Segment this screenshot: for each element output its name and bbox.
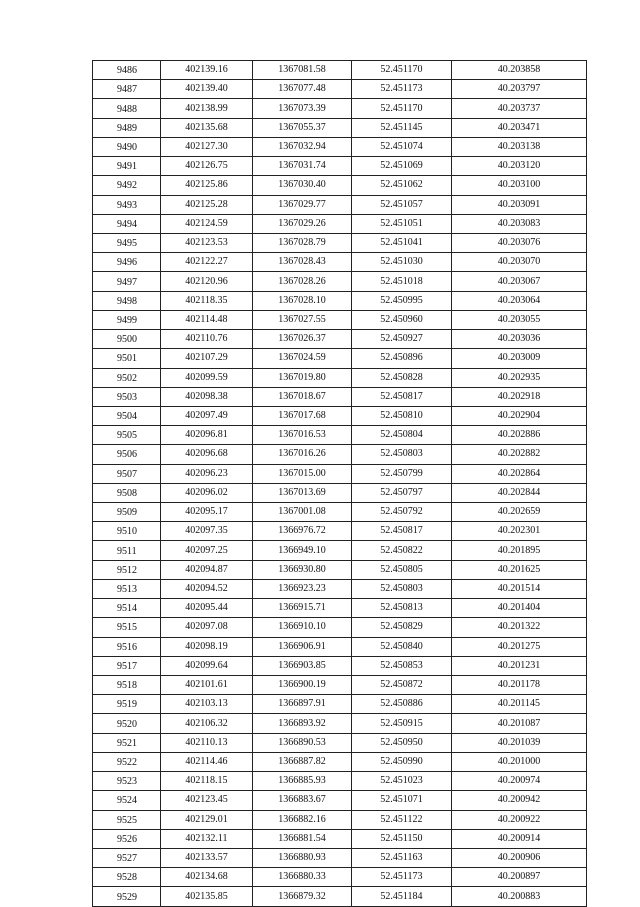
longitude-cell: 40.201404 [452, 599, 587, 618]
point-id-cell: 9492 [93, 176, 161, 195]
table-row [93, 483, 587, 502]
point-id-cell: 9523 [93, 772, 161, 791]
longitude-cell: 40.202301 [452, 522, 587, 541]
latitude-cell: 52.451170 [352, 61, 452, 80]
y-coordinate-cell: 1366976.72 [253, 522, 352, 541]
latitude-cell: 52.450805 [352, 560, 452, 579]
x-coordinate-cell: 402098.38 [161, 387, 253, 406]
longitude-cell: 40.203055 [452, 310, 587, 329]
y-coordinate-cell: 1366880.93 [253, 848, 352, 867]
latitude-cell: 52.450990 [352, 752, 452, 771]
x-coordinate-cell: 402094.52 [161, 579, 253, 598]
longitude-cell: 40.203076 [452, 233, 587, 252]
longitude-cell: 40.201039 [452, 733, 587, 752]
longitude-cell: 40.201895 [452, 541, 587, 560]
y-coordinate-cell: 1366887.82 [253, 752, 352, 771]
point-id-cell: 9508 [93, 483, 161, 502]
longitude-cell: 40.200914 [452, 829, 587, 848]
x-coordinate-cell: 402125.28 [161, 195, 253, 214]
latitude-cell: 52.451122 [352, 810, 452, 829]
latitude-cell: 52.451150 [352, 829, 452, 848]
latitude-cell: 52.450960 [352, 310, 452, 329]
x-coordinate-cell: 402095.17 [161, 503, 253, 522]
y-coordinate-cell: 1367029.26 [253, 214, 352, 233]
point-id-cell: 9500 [93, 330, 161, 349]
x-coordinate-cell: 402139.40 [161, 80, 253, 99]
x-coordinate-cell: 402125.86 [161, 176, 253, 195]
latitude-cell: 52.450853 [352, 656, 452, 675]
x-coordinate-cell: 402096.68 [161, 445, 253, 464]
y-coordinate-cell: 1367028.10 [253, 291, 352, 310]
longitude-cell: 40.203858 [452, 61, 587, 80]
latitude-cell: 52.451071 [352, 791, 452, 810]
point-id-cell: 9517 [93, 656, 161, 675]
latitude-cell: 52.451057 [352, 195, 452, 214]
latitude-cell: 52.451030 [352, 253, 452, 272]
y-coordinate-cell: 1366890.53 [253, 733, 352, 752]
y-coordinate-cell: 1367030.40 [253, 176, 352, 195]
latitude-cell: 52.451074 [352, 137, 452, 156]
x-coordinate-cell: 402124.59 [161, 214, 253, 233]
x-coordinate-cell: 402097.49 [161, 406, 253, 425]
y-coordinate-cell: 1366897.91 [253, 695, 352, 714]
y-coordinate-cell: 1367017.68 [253, 406, 352, 425]
table-row [93, 637, 587, 656]
latitude-cell: 52.451184 [352, 887, 452, 906]
longitude-cell: 40.203120 [452, 157, 587, 176]
y-coordinate-cell: 1367016.53 [253, 426, 352, 445]
x-coordinate-cell: 402101.61 [161, 676, 253, 695]
point-id-cell: 9514 [93, 599, 161, 618]
point-id-cell: 9490 [93, 137, 161, 156]
point-id-cell: 9511 [93, 541, 161, 560]
table-row [93, 695, 587, 714]
x-coordinate-cell: 402095.44 [161, 599, 253, 618]
y-coordinate-cell: 1367015.00 [253, 464, 352, 483]
table-row [93, 176, 587, 195]
x-coordinate-cell: 402123.53 [161, 233, 253, 252]
latitude-cell: 52.450817 [352, 387, 452, 406]
y-coordinate-cell: 1367027.55 [253, 310, 352, 329]
y-coordinate-cell: 1367024.59 [253, 349, 352, 368]
x-coordinate-cell: 402107.29 [161, 349, 253, 368]
table-row [93, 868, 587, 887]
x-coordinate-cell: 402114.46 [161, 752, 253, 771]
point-id-cell: 9503 [93, 387, 161, 406]
longitude-cell: 40.203064 [452, 291, 587, 310]
point-id-cell: 9491 [93, 157, 161, 176]
x-coordinate-cell: 402135.85 [161, 887, 253, 906]
table-row [93, 426, 587, 445]
point-id-cell: 9493 [93, 195, 161, 214]
longitude-cell: 40.202882 [452, 445, 587, 464]
y-coordinate-cell: 1366949.10 [253, 541, 352, 560]
point-id-cell: 9525 [93, 810, 161, 829]
table-row [93, 752, 587, 771]
y-coordinate-cell: 1366906.91 [253, 637, 352, 656]
x-coordinate-cell: 402126.75 [161, 157, 253, 176]
table-row [93, 618, 587, 637]
x-coordinate-cell: 402127.30 [161, 137, 253, 156]
y-coordinate-cell: 1367028.43 [253, 253, 352, 272]
table-row [93, 445, 587, 464]
table-body [93, 61, 587, 907]
x-coordinate-cell: 402094.87 [161, 560, 253, 579]
y-coordinate-cell: 1367018.67 [253, 387, 352, 406]
point-id-cell: 9521 [93, 733, 161, 752]
longitude-cell: 40.202918 [452, 387, 587, 406]
latitude-cell: 52.450872 [352, 676, 452, 695]
y-coordinate-cell: 1366903.85 [253, 656, 352, 675]
y-coordinate-cell: 1367073.39 [253, 99, 352, 118]
longitude-cell: 40.203067 [452, 272, 587, 291]
point-id-cell: 9505 [93, 426, 161, 445]
point-id-cell: 9512 [93, 560, 161, 579]
x-coordinate-cell: 402129.01 [161, 810, 253, 829]
y-coordinate-cell: 1367028.26 [253, 272, 352, 291]
x-coordinate-cell: 402096.02 [161, 483, 253, 502]
latitude-cell: 52.450915 [352, 714, 452, 733]
table-row [93, 253, 587, 272]
point-id-cell: 9513 [93, 579, 161, 598]
longitude-cell: 40.201087 [452, 714, 587, 733]
point-id-cell: 9489 [93, 118, 161, 137]
y-coordinate-cell: 1366883.67 [253, 791, 352, 810]
longitude-cell: 40.200942 [452, 791, 587, 810]
point-id-cell: 9515 [93, 618, 161, 637]
table-row [93, 522, 587, 541]
y-coordinate-cell: 1367016.26 [253, 445, 352, 464]
latitude-cell: 52.450803 [352, 579, 452, 598]
x-coordinate-cell: 402110.76 [161, 330, 253, 349]
latitude-cell: 52.450927 [352, 330, 452, 349]
latitude-cell: 52.450840 [352, 637, 452, 656]
point-id-cell: 9487 [93, 80, 161, 99]
y-coordinate-cell: 1367031.74 [253, 157, 352, 176]
table-row [93, 579, 587, 598]
latitude-cell: 52.450797 [352, 483, 452, 502]
point-id-cell: 9496 [93, 253, 161, 272]
table-row [93, 848, 587, 867]
point-id-cell: 9528 [93, 868, 161, 887]
table-row [93, 560, 587, 579]
longitude-cell: 40.201231 [452, 656, 587, 675]
longitude-cell: 40.202844 [452, 483, 587, 502]
y-coordinate-cell: 1367019.80 [253, 368, 352, 387]
y-coordinate-cell: 1366893.92 [253, 714, 352, 733]
table-row [93, 887, 587, 906]
y-coordinate-cell: 1367013.69 [253, 483, 352, 502]
table-row [93, 214, 587, 233]
point-id-cell: 9526 [93, 829, 161, 848]
y-coordinate-cell: 1366885.93 [253, 772, 352, 791]
longitude-cell: 40.200922 [452, 810, 587, 829]
point-id-cell: 9486 [93, 61, 161, 80]
longitude-cell: 40.202886 [452, 426, 587, 445]
x-coordinate-cell: 402132.11 [161, 829, 253, 848]
longitude-cell: 40.201514 [452, 579, 587, 598]
table-row [93, 272, 587, 291]
longitude-cell: 40.203737 [452, 99, 587, 118]
longitude-cell: 40.201145 [452, 695, 587, 714]
latitude-cell: 52.451163 [352, 848, 452, 867]
x-coordinate-cell: 402097.08 [161, 618, 253, 637]
x-coordinate-cell: 402134.68 [161, 868, 253, 887]
latitude-cell: 52.450803 [352, 445, 452, 464]
point-id-cell: 9501 [93, 349, 161, 368]
point-id-cell: 9494 [93, 214, 161, 233]
latitude-cell: 52.451051 [352, 214, 452, 233]
x-coordinate-cell: 402118.35 [161, 291, 253, 310]
latitude-cell: 52.451145 [352, 118, 452, 137]
y-coordinate-cell: 1367026.37 [253, 330, 352, 349]
table-row [93, 368, 587, 387]
table-row [93, 233, 587, 252]
point-id-cell: 9524 [93, 791, 161, 810]
table-row [93, 99, 587, 118]
longitude-cell: 40.200883 [452, 887, 587, 906]
latitude-cell: 52.450896 [352, 349, 452, 368]
table-row [93, 195, 587, 214]
y-coordinate-cell: 1367055.37 [253, 118, 352, 137]
table-row [93, 733, 587, 752]
latitude-cell: 52.451170 [352, 99, 452, 118]
latitude-cell: 52.450886 [352, 695, 452, 714]
latitude-cell: 52.450822 [352, 541, 452, 560]
latitude-cell: 52.450804 [352, 426, 452, 445]
x-coordinate-cell: 402099.59 [161, 368, 253, 387]
table-row [93, 291, 587, 310]
x-coordinate-cell: 402098.19 [161, 637, 253, 656]
latitude-cell: 52.450995 [352, 291, 452, 310]
x-coordinate-cell: 402123.45 [161, 791, 253, 810]
point-id-cell: 9509 [93, 503, 161, 522]
table-row [93, 810, 587, 829]
table-row [93, 310, 587, 329]
y-coordinate-cell: 1366915.71 [253, 599, 352, 618]
table-row [93, 330, 587, 349]
table-row [93, 772, 587, 791]
y-coordinate-cell: 1366923.23 [253, 579, 352, 598]
x-coordinate-cell: 402096.23 [161, 464, 253, 483]
latitude-cell: 52.451069 [352, 157, 452, 176]
x-coordinate-cell: 402096.81 [161, 426, 253, 445]
longitude-cell: 40.202904 [452, 406, 587, 425]
table-row [93, 349, 587, 368]
longitude-cell: 40.203009 [452, 349, 587, 368]
longitude-cell: 40.202659 [452, 503, 587, 522]
longitude-cell: 40.202935 [452, 368, 587, 387]
longitude-cell: 40.203083 [452, 214, 587, 233]
coordinates-table [92, 60, 587, 907]
longitude-cell: 40.201322 [452, 618, 587, 637]
latitude-cell: 52.450829 [352, 618, 452, 637]
x-coordinate-cell: 402138.99 [161, 99, 253, 118]
point-id-cell: 9510 [93, 522, 161, 541]
table-row [93, 157, 587, 176]
table-row [93, 714, 587, 733]
table-row [93, 599, 587, 618]
x-coordinate-cell: 402133.57 [161, 848, 253, 867]
point-id-cell: 9519 [93, 695, 161, 714]
longitude-cell: 40.200974 [452, 772, 587, 791]
y-coordinate-cell: 1366881.54 [253, 829, 352, 848]
y-coordinate-cell: 1367077.48 [253, 80, 352, 99]
y-coordinate-cell: 1366880.33 [253, 868, 352, 887]
y-coordinate-cell: 1366910.10 [253, 618, 352, 637]
longitude-cell: 40.201000 [452, 752, 587, 771]
y-coordinate-cell: 1366879.32 [253, 887, 352, 906]
y-coordinate-cell: 1366930.80 [253, 560, 352, 579]
latitude-cell: 52.450799 [352, 464, 452, 483]
point-id-cell: 9507 [93, 464, 161, 483]
point-id-cell: 9520 [93, 714, 161, 733]
point-id-cell: 9504 [93, 406, 161, 425]
latitude-cell: 52.451062 [352, 176, 452, 195]
table-row [93, 503, 587, 522]
latitude-cell: 52.450950 [352, 733, 452, 752]
point-id-cell: 9488 [93, 99, 161, 118]
y-coordinate-cell: 1367032.94 [253, 137, 352, 156]
latitude-cell: 52.450828 [352, 368, 452, 387]
longitude-cell: 40.202864 [452, 464, 587, 483]
x-coordinate-cell: 402139.16 [161, 61, 253, 80]
longitude-cell: 40.200906 [452, 848, 587, 867]
longitude-cell: 40.201275 [452, 637, 587, 656]
x-coordinate-cell: 402097.25 [161, 541, 253, 560]
point-id-cell: 9502 [93, 368, 161, 387]
x-coordinate-cell: 402099.64 [161, 656, 253, 675]
table-row [93, 137, 587, 156]
y-coordinate-cell: 1366900.19 [253, 676, 352, 695]
point-id-cell: 9498 [93, 291, 161, 310]
y-coordinate-cell: 1367029.77 [253, 195, 352, 214]
table-row [93, 791, 587, 810]
x-coordinate-cell: 402122.27 [161, 253, 253, 272]
point-id-cell: 9522 [93, 752, 161, 771]
point-id-cell: 9529 [93, 887, 161, 906]
point-id-cell: 9527 [93, 848, 161, 867]
table-row [93, 541, 587, 560]
latitude-cell: 52.450792 [352, 503, 452, 522]
x-coordinate-cell: 402135.68 [161, 118, 253, 137]
table-row [93, 61, 587, 80]
latitude-cell: 52.451041 [352, 233, 452, 252]
y-coordinate-cell: 1366882.16 [253, 810, 352, 829]
y-coordinate-cell: 1367081.58 [253, 61, 352, 80]
table-row [93, 406, 587, 425]
point-id-cell: 9499 [93, 310, 161, 329]
point-id-cell: 9516 [93, 637, 161, 656]
point-id-cell: 9495 [93, 233, 161, 252]
x-coordinate-cell: 402110.13 [161, 733, 253, 752]
table-row [93, 387, 587, 406]
x-coordinate-cell: 402097.35 [161, 522, 253, 541]
point-id-cell: 9506 [93, 445, 161, 464]
x-coordinate-cell: 402103.13 [161, 695, 253, 714]
longitude-cell: 40.203100 [452, 176, 587, 195]
latitude-cell: 52.451023 [352, 772, 452, 791]
longitude-cell: 40.201178 [452, 676, 587, 695]
point-id-cell: 9497 [93, 272, 161, 291]
longitude-cell: 40.203036 [452, 330, 587, 349]
table-row [93, 676, 587, 695]
point-id-cell: 9518 [93, 676, 161, 695]
latitude-cell: 52.450810 [352, 406, 452, 425]
longitude-cell: 40.203070 [452, 253, 587, 272]
x-coordinate-cell: 402114.48 [161, 310, 253, 329]
longitude-cell: 40.201625 [452, 560, 587, 579]
table-row [93, 656, 587, 675]
table-row [93, 829, 587, 848]
x-coordinate-cell: 402120.96 [161, 272, 253, 291]
longitude-cell: 40.203138 [452, 137, 587, 156]
y-coordinate-cell: 1367001.08 [253, 503, 352, 522]
longitude-cell: 40.200897 [452, 868, 587, 887]
latitude-cell: 52.451018 [352, 272, 452, 291]
longitude-cell: 40.203471 [452, 118, 587, 137]
table-row [93, 80, 587, 99]
latitude-cell: 52.451173 [352, 80, 452, 99]
longitude-cell: 40.203091 [452, 195, 587, 214]
x-coordinate-cell: 402118.15 [161, 772, 253, 791]
latitude-cell: 52.450813 [352, 599, 452, 618]
y-coordinate-cell: 1367028.79 [253, 233, 352, 252]
x-coordinate-cell: 402106.32 [161, 714, 253, 733]
table-row [93, 464, 587, 483]
longitude-cell: 40.203797 [452, 80, 587, 99]
latitude-cell: 52.451173 [352, 868, 452, 887]
table-row [93, 118, 587, 137]
latitude-cell: 52.450817 [352, 522, 452, 541]
